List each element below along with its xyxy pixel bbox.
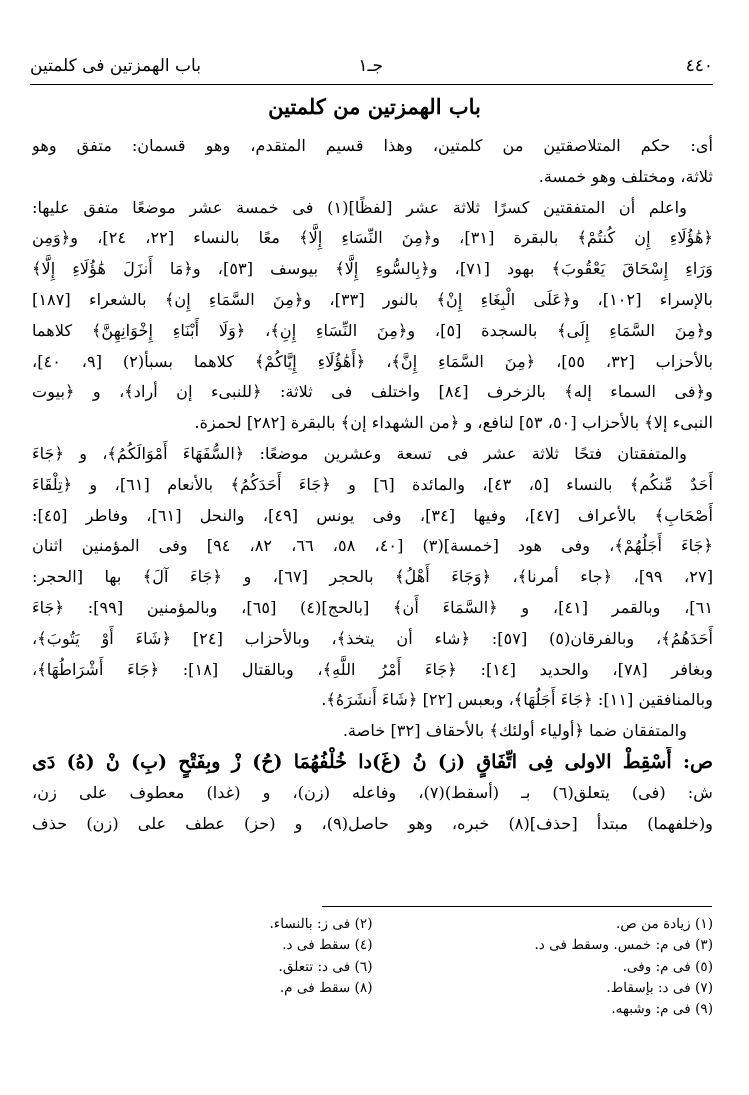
footnote-row (32, 914, 713, 935)
text-line: بالأحزاب [٣٢، ٥٥]، ﴿مِنَ السَّمَاءِ إِنَّ﴾، ﴿أَهَٰؤُلَاءِ إِيَّاكُمْ﴾ كلاهما بسبأ(٢) [٩، ٤٠]، (32, 351, 713, 371)
text-line: أَحَدٌ مِّنكُم﴾ بالنساء [٥، ٤٣]، والمائدة [٦] و ﴿جَاءَ أَحَدَكُمُ﴾ بالأنعام [٦١]، و ﴿تِلْقَاءَ (32, 474, 713, 494)
text-line: واعلم أن المتفقتين كسرًا ثلاثة عشر [لفظًا](١) فى خمسة عشر موضعًا متفق عليها: (32, 197, 687, 217)
text-line: أَحَدَهُمُ﴾، وبالفرقان(٥) [٥٧]: ﴿شاء أن يتخذ﴾، وبالأحزاب [٢٤] ﴿شَاءَ أَوْ يَتُوبَ﴾، (32, 628, 713, 648)
footnote: (٧) فى د: بإسقاط. (606, 979, 713, 996)
text-line: أى: حكم المتلاصقتين من كلمتين، وهذا قسيم المتقدم، وهو قسمان: متفق وهو (32, 136, 713, 155)
text-line: أَصْحَابِ﴾ بالأعراف [٤٧]، وفيها [٣٤]، وفى يونس [٤٩]، والنحل [٦١]، وفاطر [٤٥]: (32, 505, 713, 525)
footnote-row (32, 957, 713, 978)
commentary-line: و(خلفهما) مبتدأ [حذف](٨) خبره، وهو حاصل(٩)، و (حز) عطف على (زن) حذف (32, 813, 713, 833)
header-rule (30, 84, 713, 85)
text-line: بالإسراء [١٠٢]، و﴿عَلَى الْبِغَاءِ إِنْ﴾ بالنور [٣٣]، و﴿مِنَ السَّمَاءِ إِن﴾ بالشعراء [١٨٧] (32, 289, 713, 309)
text-line: وبغافر [٧٨]، والحديد [١٤]: ﴿جَاءَ أَمْرُ اللَّهِ﴾، وبالقتال [١٨]: ﴿جَاءَ أَشْرَاطُهَا﴾، (32, 659, 713, 679)
chapter-title: باب الهمزتين من كلمتين (268, 94, 481, 119)
running-title: باب الهمزتين فى كلمتين (30, 56, 201, 76)
footnote: (٩) فى م: وشبهه. (611, 1001, 713, 1018)
volume-marker: جـ١ (358, 56, 383, 76)
text-line: و﴿مِنَ السَّمَاءِ إِلَى﴾ بالسجدة [٥]، و﴿مِنَ النِّسَاءِ إِنِ﴾، ﴿وَلَا أَبْنَاءِ إِخْوَانِهِنَّ﴾ كلاهما (32, 320, 713, 340)
footnote: (٥) فى م: وفى. (622, 958, 713, 975)
text-line: و﴿فى السماء إله﴾ بالزخرف [٨٤] واختلف فى ثلاثة: ﴿للنبىء إن أراد﴾، و ﴿بيوت (32, 382, 713, 402)
footnote: (٢) فى ز: بالنساء. (269, 916, 373, 932)
page-number: ٤٤٠ (685, 56, 713, 76)
running-header (30, 56, 713, 80)
footnote (32, 999, 373, 1020)
footnote: (١) زيادة من ص. (616, 916, 713, 932)
text-line: ﴿جَاءَ أَجَلُهُمْ﴾، وفى هود [خمسة](٣) [٤٠، ٥٨، ٦٦، ٨٢، ٩٤] وفى المؤمنين اثنان (32, 536, 713, 556)
footnote: (٣) فى م: خمس. وسقط فى د. (534, 937, 713, 954)
text-line: ﴿هَٰؤُلَاءِ إِن كُنتُمْ﴾ بالبقرة [٣١]، و﴿مِنَ النِّسَاءِ إِلَّا﴾ معًا بالنساء [٢٢، ٢٤]، و﴿وَمِن (32, 228, 713, 248)
footnote: (٨) سقط فى م. (279, 979, 373, 996)
body-text (32, 131, 713, 839)
footnote-row (32, 999, 713, 1020)
text-line: وبالمنافقين [١١]: ﴿جَاءَ أَجَلُهَا﴾، وبعبس [٢٢] ﴿شَاءَ أَنشَرَهُ﴾. (321, 690, 713, 710)
text-line: والمتفقان ضما ﴿أولياء أولئك﴾ بالأحقاف [٣٢] خاصة. (342, 721, 687, 741)
commentary-line: ش: (فى) يتعلق(٦) بـ (أسقط)(٧)، وفاعله (زن)، و (غدا) معطوف على زن، (32, 782, 713, 802)
footnote-row (32, 935, 713, 956)
footnotes (32, 914, 713, 1020)
footnote: (٦) فى د: تتعلق. (278, 958, 373, 975)
text-line: والمتفقتان فتحًا ثلاثة عشر فى تسعة وعشرين موضعًا: ﴿السُّفَهَاءَ أَمْوَالَكُمُ﴾، و ﴿جَاءَ (32, 443, 687, 463)
footnote-row (32, 978, 713, 999)
verse-line: ص: أَسْقِطْ الاولى فِى اتِّفَاقٍ (ز) نُ (غَ)دا خُلْفُهُمَا (حُ) زْ وبِفَتْحٍ (بِ) نْ (هُ) دَى (32, 750, 713, 773)
text-line: [٢٧، ٩٩]، ﴿جاء أمرنا﴾، ﴿وَجَاءَ أَهْلُ﴾ بالحجر [٦٧]، و ﴿جَاءَ آلَ﴾ بها [الحجر: (32, 567, 713, 587)
footnote: (٤) سقط فى د. (282, 937, 373, 954)
text-line: وَرَاءِ إِسْحَاقَ يَعْقُوبَ﴾ بهود [٧١]، و﴿بِالسُّوءِ إِلَّا﴾ بيوسف [٥٣]، و﴿مَا أَنزَلَ هَٰؤُلَاءِ إِلَّا﴾ (32, 259, 713, 279)
text-line: ٦١]، وبالقمر [٤١]، و ﴿السَّمَاءَ أَن﴾ [بالحج](٤) [٦٥]، وبالمؤمنين [٩٩]: ﴿جَاءَ (32, 597, 713, 617)
footnote-rule (322, 906, 712, 907)
text-line: ثلاثة، ومختلف وهو خمسة. (538, 166, 713, 186)
text-line: النبىء إلا﴾ بالأحزاب [٥٠، ٥٣] لنافع، و ﴿من الشهداء إن﴾ بالبقرة [٢٨٢] لحمزة. (194, 413, 713, 433)
